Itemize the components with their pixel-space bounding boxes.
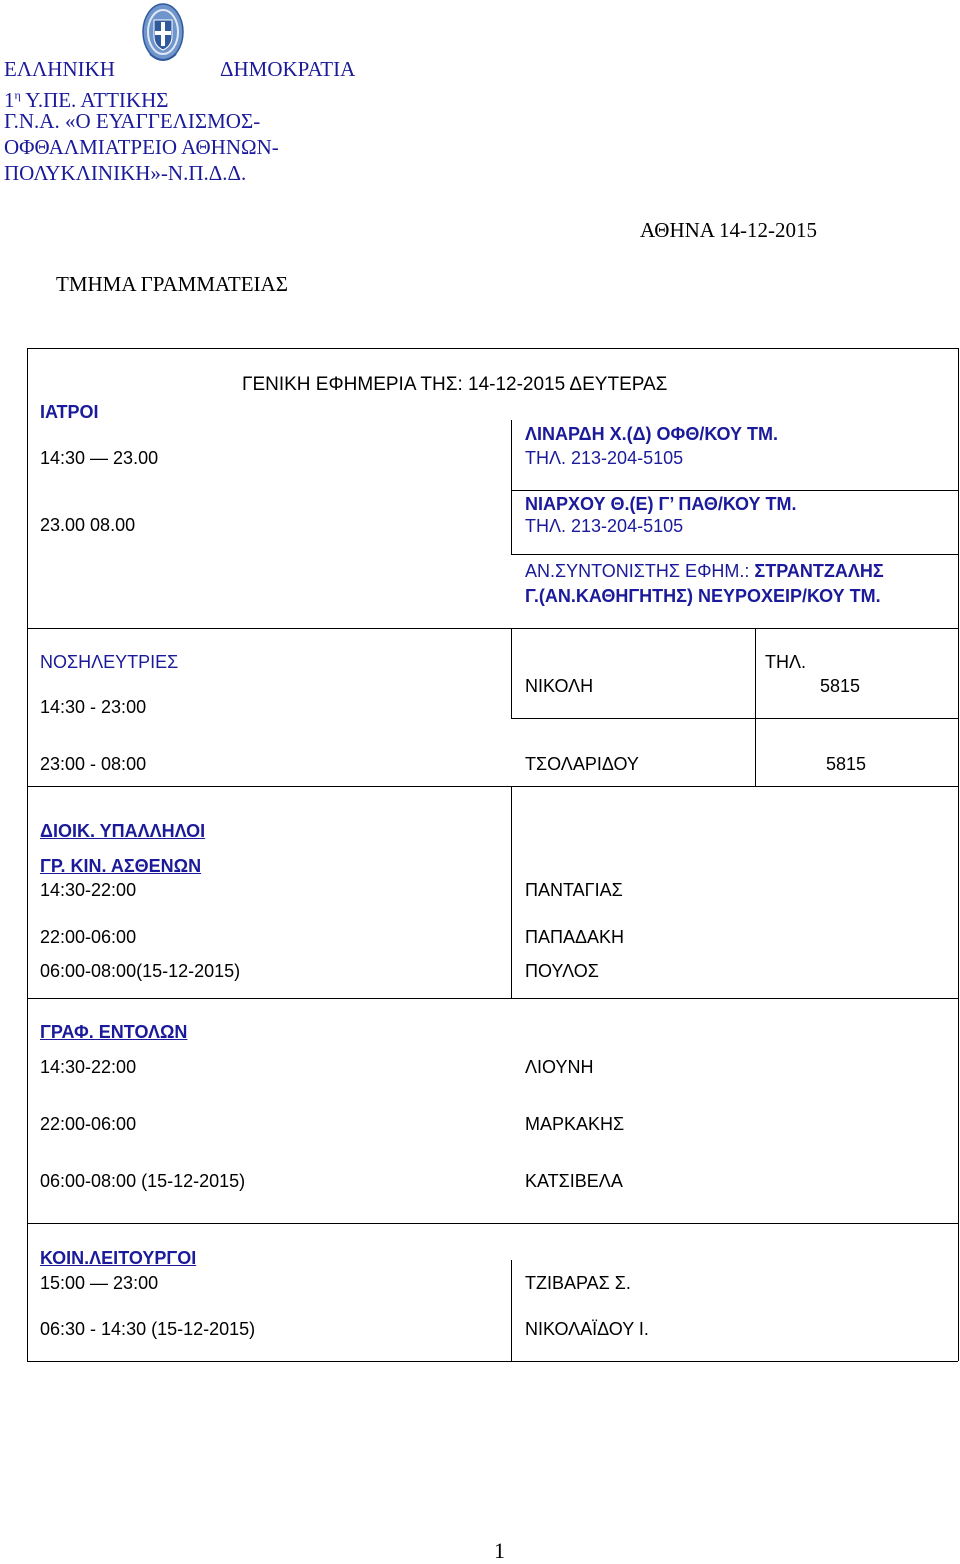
doctor-shift-1-phone: ΤΗΛ. 213-204-5105: [525, 448, 684, 468]
doctor-shift-1-name: ΛΙΝΑΡΔΗ Χ.(Δ) ΟΦΘ/ΚΟΥ ΤΜ.: [525, 424, 778, 444]
document-date: ΑΘΗΝΑ 14-12-2015: [640, 218, 818, 242]
page-number: 1: [494, 1538, 505, 1563]
orders-shift-1-name: ΛΙΟΥΝΗ: [525, 1057, 594, 1077]
nurse-shift-2-time: 23:00 - 08:00: [40, 754, 147, 774]
header-line-1: ΕΛΛΗΝΙΚΗ: [4, 57, 115, 81]
nurses-phone-label: ΤΗΛ.: [765, 652, 807, 672]
nurses-label: ΝΟΣΗΛΕΥΤΡΙΕΣ: [40, 652, 179, 672]
doctors-label: ΙΑΤΡΟΙ: [40, 402, 99, 422]
greek-emblem-icon: [142, 2, 184, 68]
patients-shift-1-time: 14:30-22:00: [40, 880, 137, 900]
nurse-shift-1-phone: 5815: [820, 676, 861, 696]
nurse-shift-2-name: ΤΣΟΛΑΡΙΔΟΥ: [525, 754, 639, 774]
patients-shift-2-name: ΠΑΠΑΔΑΚΗ: [525, 927, 625, 947]
header-line-1-right: ΔΗΜΟΚΡΑΤΙΑ: [220, 57, 356, 81]
nurse-shift-2-phone: 5815: [826, 754, 867, 774]
orders-shift-2-name: ΜΑΡΚΑΚΗΣ: [525, 1114, 625, 1134]
workers-shift-2-time: 06:30 - 14:30 (15-12-2015): [40, 1319, 256, 1339]
patients-shift-1-name: ΠΑΝΤΑΓΙΑΣ: [525, 880, 623, 900]
doctor-shift-2-name: ΝΙΑΡΧΟΥ Θ.(Ε) Γ’ ΠΑΘ/ΚΟΥ ΤΜ.: [525, 494, 797, 514]
doctor-shift-1-time: 14:30 — 23.00: [40, 448, 159, 468]
coordinator-line-2: Γ.(ΑΝ.ΚΑΘΗΓΗΤΗΣ) ΝΕΥΡΟΧΕΙΡ/ΚΟΥ ΤΜ.: [525, 586, 881, 606]
header-line-4: ΟΦΘΑΛΜΙΑΤΡΕΙΟ ΑΘΗΝΩΝ-: [4, 135, 279, 159]
header-line-2: $1^\eta$ Υ.ΠΕ. ΑΤΤΙΚΗΣ: [4, 88, 169, 112]
header-line-3: Γ.Ν.Α. «Ο ΕΥΑΓΓΕΛΙΣΜΟΣ-: [4, 109, 261, 133]
admin-label: ΔΙΟΙΚ. ΥΠΑΛΛΗΛΟΙ: [40, 821, 206, 841]
patients-office-label: ΓΡ. ΚΙΝ. ΑΣΘΕΝΩΝ: [40, 856, 202, 876]
workers-label: ΚΟΙΝ.ΛΕΙΤΟΥΡΓΟΙ: [40, 1248, 197, 1268]
nurse-shift-1-name: ΝΙΚΟΛΗ: [525, 676, 594, 696]
coordinator-line-1: ΑΝ.ΣΥΝΤΟΝΙΣΤΗΣ ΕΦΗΜ.: ΣΤΡΑΝΤΖΑΛΗΣ: [525, 561, 884, 581]
workers-shift-1-time: 15:00 — 23:00: [40, 1273, 159, 1293]
workers-shift-2-name: ΝΙΚΟΛΑΪΔΟΥ Ι.: [525, 1319, 649, 1339]
header-line-5: ΠΟΛΥΚΛΙΝΙΚΗ»-Ν.Π.Δ.Δ.: [4, 161, 247, 185]
doctor-shift-2-time: 23.00 08.00: [40, 515, 136, 535]
workers-shift-1-name: ΤΖΙΒΑΡΑΣ Σ.: [525, 1273, 631, 1293]
department-name: ΤΜΗΜΑ ΓΡΑΜΜΑΤΕΙΑΣ: [56, 272, 288, 296]
orders-office-label: ΓΡΑΦ. ΕΝΤΟΛΩΝ: [40, 1022, 188, 1042]
orders-shift-3-name: ΚΑΤΣΙΒΕΛΑ: [525, 1171, 623, 1191]
nurse-shift-1-time: 14:30 - 23:00: [40, 697, 147, 717]
orders-shift-3-time: 06:00-08:00 (15-12-2015): [40, 1171, 246, 1191]
patients-shift-2-time: 22:00-06:00: [40, 927, 137, 947]
patients-shift-3-time: 06:00-08:00(15-12-2015): [40, 961, 241, 981]
orders-shift-2-time: 22:00-06:00: [40, 1114, 137, 1134]
patients-shift-3-name: ΠΟΥΛΟΣ: [525, 961, 599, 981]
orders-shift-1-time: 14:30-22:00: [40, 1057, 137, 1077]
doctor-shift-2-phone: ΤΗΛ. 213-204-5105: [525, 516, 684, 536]
duty-title: ΓΕΝΙΚΗ ΕΦΗΜΕΡΙΑ ΤΗΣ: 14-12-2015 ΔΕΥΤΕΡΑΣ: [242, 374, 668, 395]
